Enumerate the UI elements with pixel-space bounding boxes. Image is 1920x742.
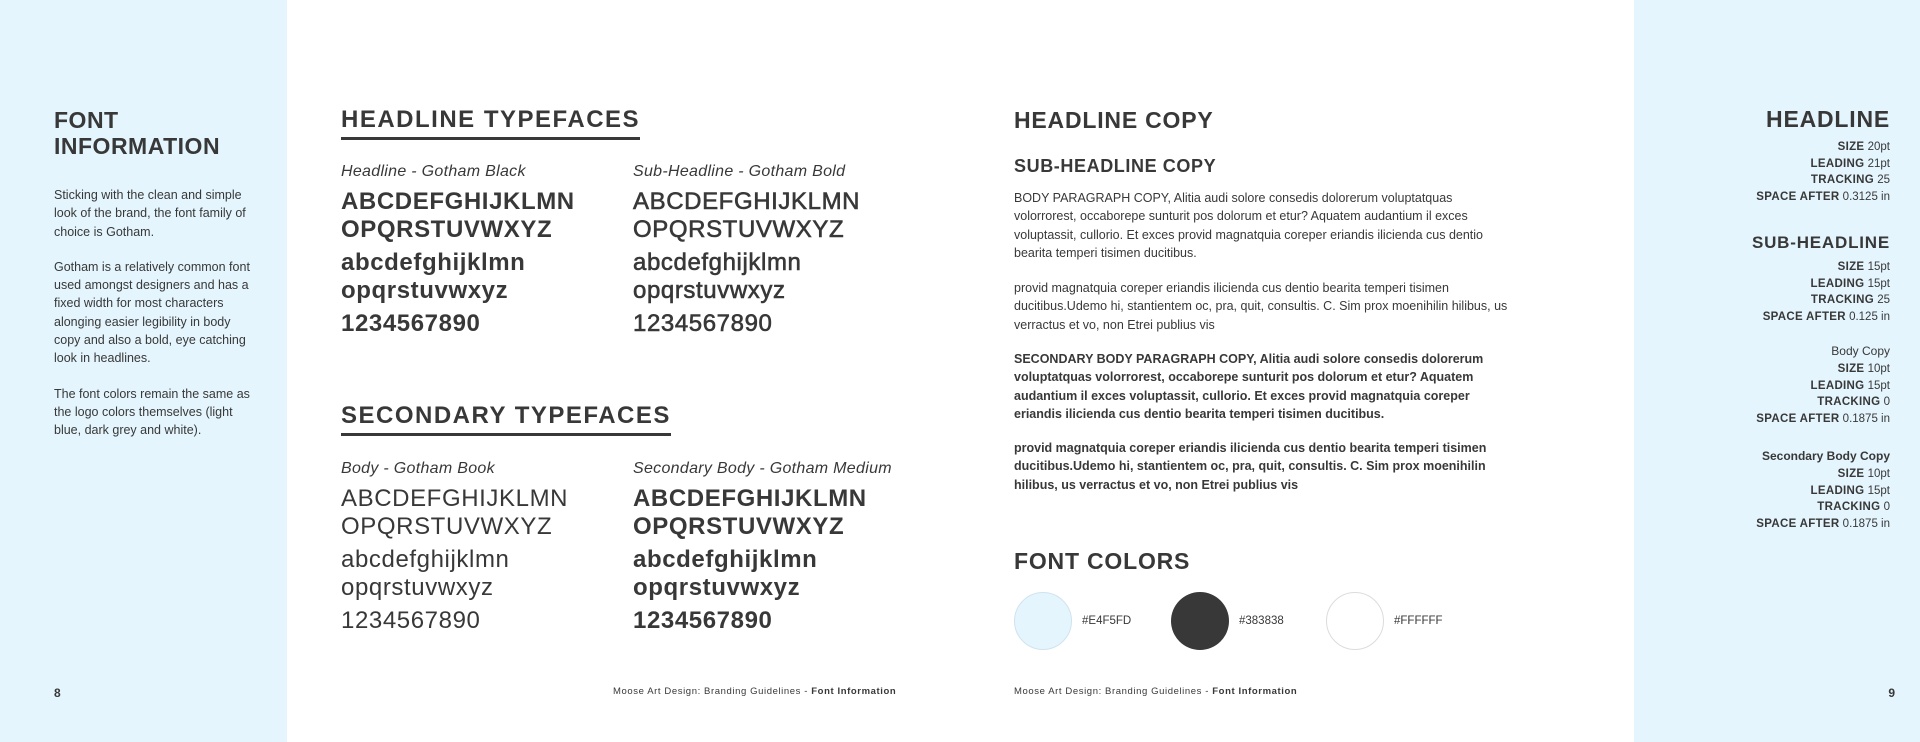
spec-value: 20pt xyxy=(1867,141,1890,153)
body-typeface-label: Body - Gotham Book xyxy=(341,460,495,477)
spec-tracking xyxy=(1756,172,1890,189)
sample-lower-2: opqrstuvwxyz xyxy=(633,574,801,601)
spec-key: LEADING xyxy=(1810,157,1865,170)
intro-paragraph-1: Sticking with the clean and simple look of the brand, the font family of choice is Gotham. xyxy=(54,188,246,239)
spec-value: 15pt xyxy=(1867,484,1890,497)
page-title xyxy=(54,107,274,159)
headline-typeface-label: Headline - Gotham Black xyxy=(341,163,526,180)
spec-value: 0.1875 in xyxy=(1842,517,1890,530)
body-paragraph-1: BODY PARAGRAPH COPY, Alitia audi solore consedis dolorerum voluptatquas volorrorest, occaborepe sunturit pos dolorum et etur? Aquatem audantium il exces voluptassit, cullorio. Et exces provid magnatquia coreper eriandis ilicienda cus dentio bearita temperi tisimen ducitibus. xyxy=(1014,191,1484,260)
spec-key: SPACE AFTER xyxy=(1756,190,1840,203)
sample-lower-1: abcdefghijklmn xyxy=(341,249,526,276)
color-label-dark-grey: #383838 xyxy=(1239,615,1284,627)
intro-text xyxy=(54,186,254,457)
footer-left xyxy=(613,686,896,697)
spec-size xyxy=(1756,361,1890,378)
spec-subheadline xyxy=(1752,233,1890,325)
footer-left-section: Font Information xyxy=(811,686,897,697)
spec-key: TRACKING xyxy=(1817,501,1881,514)
spec-tracking xyxy=(1756,499,1890,516)
footer-right-section: Font Information xyxy=(1212,686,1298,697)
spec-value: 0.125 in xyxy=(1849,310,1890,323)
sample-upper-2: OPQRSTUVWXYZ xyxy=(341,513,553,540)
spec-title: Body Copy xyxy=(1831,344,1890,358)
sample-upper-1: ABCDEFGHIJKLMN xyxy=(633,485,867,512)
color-swatch-white xyxy=(1326,592,1384,650)
secondary-body-typeface-sample xyxy=(633,485,867,635)
spec-value: 21pt xyxy=(1867,157,1890,170)
sample-upper-2: OPQRSTUVWXYZ xyxy=(341,216,553,243)
spec-title: HEADLINE xyxy=(1766,106,1890,132)
sample-lower-1: abcdefghijklmn xyxy=(633,546,818,573)
color-label-white: #FFFFFF xyxy=(1394,615,1443,627)
sample-digits: 1234567890 xyxy=(633,310,773,337)
sample-digits: 1234567890 xyxy=(341,310,481,337)
spec-space-after xyxy=(1756,411,1890,428)
sample-lower-2: opqrstuvwxyz xyxy=(633,277,786,304)
spec-size xyxy=(1756,139,1890,156)
spec-value: 15pt xyxy=(1867,261,1890,273)
spec-key: LEADING xyxy=(1810,484,1865,497)
sample-upper-1: ABCDEFGHIJKLMN xyxy=(341,188,575,215)
color-label-light-blue: #E4F5FD xyxy=(1082,615,1132,627)
spec-leading xyxy=(1756,483,1890,500)
body-typeface-sample xyxy=(341,485,568,635)
sample-digits: 1234567890 xyxy=(633,607,773,634)
spec-value: 10pt xyxy=(1867,363,1890,375)
spec-value: 15pt xyxy=(1867,379,1890,392)
color-swatch-dark-grey xyxy=(1171,592,1229,650)
secondary-body-typeface-label: Secondary Body - Gotham Medium xyxy=(633,460,892,477)
spec-value: 25 xyxy=(1877,174,1890,187)
left-sidebar-panel xyxy=(0,0,287,742)
spec-secondary-body-copy xyxy=(1756,449,1890,532)
footer-right-prefix: Moose Art Design: Branding Guidelines - xyxy=(1014,686,1213,697)
spec-value: 0.3125 in xyxy=(1842,190,1890,203)
page-number-right: 9 xyxy=(1888,686,1895,700)
footer-left-prefix: Moose Art Design: Branding Guidelines - xyxy=(613,686,812,697)
headline-typefaces-title: HEADLINE TYPEFACES xyxy=(341,106,640,140)
spec-key: TRACKING xyxy=(1810,174,1874,187)
spec-key: SPACE AFTER xyxy=(1756,412,1840,425)
subheadline-copy: SUB-HEADLINE COPY xyxy=(1014,156,1217,176)
spec-value: 0.1875 in xyxy=(1842,412,1890,425)
spec-headline xyxy=(1756,106,1890,205)
spec-value: 10pt xyxy=(1867,468,1890,480)
footer-right xyxy=(1014,686,1297,697)
sample-digits: 1234567890 xyxy=(341,607,481,634)
spec-space-after xyxy=(1752,309,1890,326)
intro-paragraph-3: The font colors remain the same as the logo colors themselves (light blue, dark grey and white). xyxy=(54,386,250,438)
spec-leading xyxy=(1756,156,1890,173)
sample-upper-2: OPQRSTUVWXYZ xyxy=(633,513,845,540)
spec-value: 0 xyxy=(1883,396,1890,409)
body-paragraph-2: provid magnatquia coreper eriandis ilicienda cus dentio bearita temperi tisimen ducitibus.Udemo hi, stantientem oc, pra, quit, consultis. C. Sim prox moenihilin hilibus, us verractus et vo, non Etrei publius vis xyxy=(1014,281,1508,332)
spec-leading xyxy=(1752,276,1890,293)
spec-title: Secondary Body Copy xyxy=(1761,449,1890,463)
spec-key: TRACKING xyxy=(1817,396,1881,409)
headline-typeface-sample xyxy=(341,188,575,338)
sample-lower-1: abcdefghijklmn xyxy=(341,546,510,573)
secondary-paragraph-2: provid magnatquia coreper eriandis ilicienda cus dentio bearita temperi tisimen ducitibus.Udemo hi, stantientem oc, pra, quit, consultis. C. Sim prox moenihilin hilibus, us verractus et vo, non Etrei publius vis xyxy=(1014,441,1487,492)
color-swatch-light-blue xyxy=(1014,592,1072,650)
spec-size xyxy=(1756,466,1890,483)
spec-value: 0 xyxy=(1883,501,1890,514)
page-number-left: 8 xyxy=(54,686,61,700)
spec-space-after xyxy=(1756,516,1890,533)
spec-key: LEADING xyxy=(1810,277,1865,290)
sample-lower-2: opqrstuvwxyz xyxy=(341,574,494,601)
sample-lower-1: abcdefghijklmn xyxy=(633,249,802,276)
spec-key: SIZE xyxy=(1837,468,1865,480)
spec-key: SPACE AFTER xyxy=(1762,310,1846,323)
spec-key: SIZE xyxy=(1837,261,1865,273)
font-colors-title: FONT COLORS xyxy=(1014,548,1191,574)
spec-tracking xyxy=(1756,394,1890,411)
spec-key: SIZE xyxy=(1837,141,1865,153)
sample-upper-2: OPQRSTUVWXYZ xyxy=(633,216,845,243)
spec-size xyxy=(1752,259,1890,276)
title-line-2: INFORMATION xyxy=(54,133,221,159)
spec-leading xyxy=(1756,378,1890,395)
sample-upper-1: ABCDEFGHIJKLMN xyxy=(341,485,569,512)
spec-title: SUB-HEADLINE xyxy=(1751,233,1890,252)
spec-key: LEADING xyxy=(1810,379,1865,392)
subheadline-typeface-sample xyxy=(633,188,860,338)
sample-lower-2: opqrstuvwxyz xyxy=(341,277,509,304)
spec-body-copy xyxy=(1756,344,1890,427)
secondary-paragraph-1: SECONDARY BODY PARAGRAPH COPY, Alitia audi solore consedis dolorerum voluptatquas volorrorest, occaborepe sunturit pos dolorum et etur? Aquatem audantium il exces voluptassit, cullorio. Et exces provid magnatquia coreper eriandis ilicienda cus dentio bearita temperi tisimen ducitibus. xyxy=(1014,352,1484,421)
headline-copy: HEADLINE COPY xyxy=(1014,107,1214,133)
spec-value: 25 xyxy=(1877,294,1890,307)
right-sidebar-panel xyxy=(1634,0,1920,742)
spec-value: 15pt xyxy=(1867,277,1890,290)
intro-paragraph-2: Gotham is a relatively common font used amongst designers and has a fixed width for most characters alonging easier legibility in body copy and also a bold, eye catching look in headlines. xyxy=(54,259,250,366)
sample-upper-1: ABCDEFGHIJKLMN xyxy=(633,188,861,215)
spec-tracking xyxy=(1752,292,1890,309)
secondary-typefaces-title: SECONDARY TYPEFACES xyxy=(341,402,671,436)
spec-key: SPACE AFTER xyxy=(1756,517,1840,530)
spec-space-after xyxy=(1756,189,1890,206)
spec-key: SIZE xyxy=(1837,363,1865,375)
title-line-1: FONT xyxy=(54,107,119,133)
subheadline-typeface-label: Sub-Headline - Gotham Bold xyxy=(633,163,846,180)
spec-key: TRACKING xyxy=(1810,294,1874,307)
